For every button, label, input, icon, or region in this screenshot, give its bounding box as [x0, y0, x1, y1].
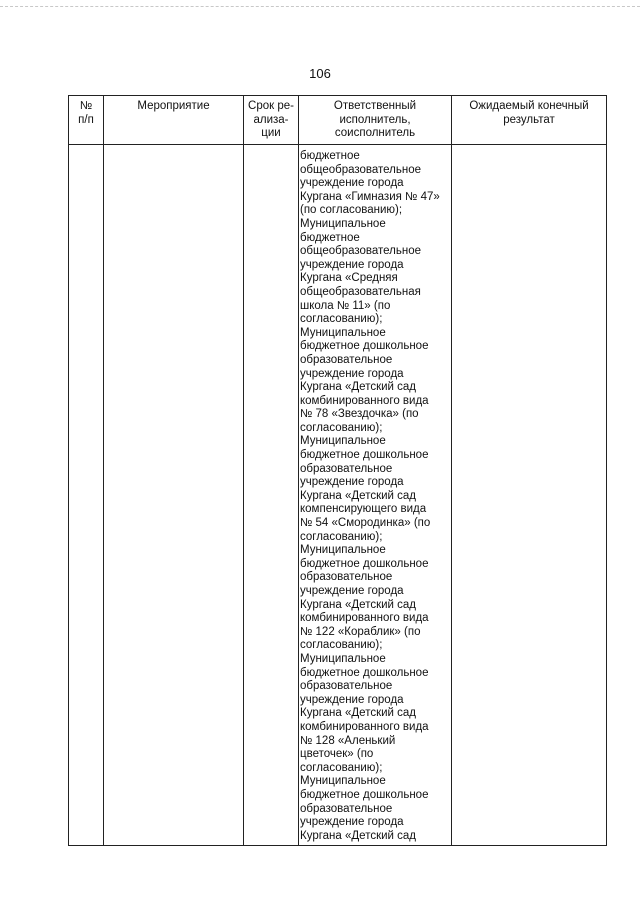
header-result: Ожидаемый конечный результат [469, 100, 589, 126]
header-executor: Ответственный исполнитель, соисполнитель [333, 100, 417, 139]
cell-executor: бюджетное общеобразовательное учреждение города Кургана «Гимназия № 47» (по согласованию); Муниципальное бюджетное общеобразовательное учреждение города Кургана «Средняя общеобразовательная школа № 11» (по согласованию); Муниципальное бюджетное дошкольное образовательное учреждение города Кургана «Детский сад комбинированного вида № 78 «Звездочка» (по согласованию); Муниципальное бюджетное дошкольное образовательное учреждение города Кургана «Детский сад компенсирующего вида № 54 «Смородинка» (по согласованию); Муниципальное бюджетное дошкольное образовательное учреждение города Кургана «Детский сад комбинированного вида № 122 «Кораблик» (по согласованию); Муниципальное бюджетное дошкольное образовательное учреждение города Кургана «Детский сад комбинированного вида № 128 «Аленький цветочек» (по согласованию); Муниципальное бюджетное дошкольное образовательное учреждение города Кургана «Детский сад [300, 150, 440, 842]
header-divider [69, 144, 606, 145]
column-divider [243, 96, 244, 845]
document-table [68, 95, 607, 846]
column-divider [103, 96, 104, 845]
header-number: № п/п [78, 100, 94, 126]
header-event: Мероприятие [137, 100, 210, 112]
column-divider [298, 96, 299, 845]
header-term: Срок ре- ализа- ции [248, 100, 294, 139]
column-divider [451, 96, 452, 845]
page-number: 106 [309, 66, 331, 81]
scan-edge-line [0, 6, 640, 7]
